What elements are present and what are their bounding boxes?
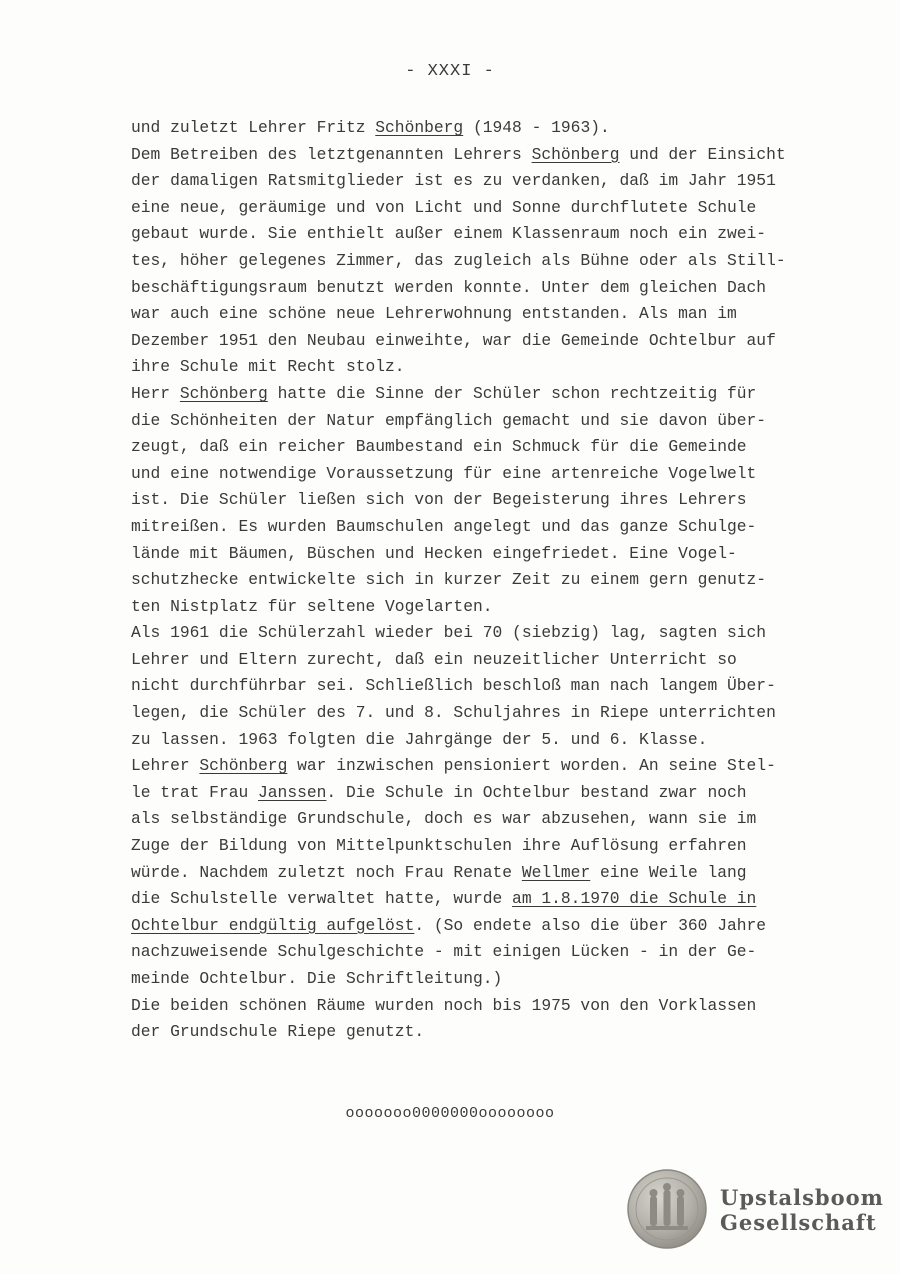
text-line: [131, 541, 851, 568]
text-segment: ten Nistplatz für seltene Vogelarten.: [131, 596, 493, 616]
text-segment: und der Einsicht: [619, 144, 786, 164]
text-line: [131, 806, 851, 833]
text-segment: . Die Schule in Ochtelbur bestand zwar noch: [326, 782, 747, 802]
text-segment: der damaligen Ratsmitglieder ist es zu verdanken, daß im Jahr 1951: [131, 171, 776, 191]
underlined-text: Schönberg: [199, 756, 288, 776]
text-line: [131, 461, 851, 488]
text-segment: ist. Die Schüler ließen sich von der Begeisterung ihres Lehrers: [131, 490, 747, 510]
brand-line-1: Upstalsboom: [720, 1185, 884, 1210]
text-segment: Die beiden schönen Räume wurden noch bis 1975 von den Vorklassen: [131, 995, 757, 1015]
text-segment: Zuge der Bildung von Mittelpunktschulen ihre Auflösung erfahren: [131, 836, 747, 856]
text-segment: Dezember 1951 den Neubau einweihte, war die Gemeinde Ochtelbur auf: [131, 330, 776, 350]
text-line: [131, 248, 851, 275]
text-segment: tes, höher gelegenes Zimmer, das zugleich als Bühne oder als Still-: [131, 250, 786, 270]
text-segment: zu lassen. 1963 folgten die Jahrgänge der 5. und 6. Klasse.: [131, 729, 708, 749]
footer-brand: [720, 1185, 884, 1235]
underlined-text: Schönberg: [179, 383, 268, 403]
text-line: [131, 886, 851, 913]
text-line: [131, 1019, 851, 1046]
text-line: [131, 993, 851, 1020]
text-line: [131, 727, 851, 754]
text-line: [131, 567, 851, 594]
text-segment: Herr: [131, 383, 180, 403]
body-text: [131, 115, 851, 1046]
text-line: [131, 700, 851, 727]
underlined-text: Janssen: [258, 782, 327, 802]
text-segment: und eine notwendige Voraussetzung für eine artenreiche Vogelwelt: [131, 463, 757, 483]
text-line: [131, 860, 851, 887]
text-segment: war auch eine schöne neue Lehrerwohnung entstanden. Als man im: [131, 304, 737, 324]
text-line: [131, 434, 851, 461]
text-line: [131, 913, 851, 940]
page-number: - XXXI -: [405, 62, 495, 81]
underlined-text: Wellmer: [521, 862, 591, 882]
underlined-text: am 1.8.1970 die Schule in: [512, 889, 757, 909]
text-line: [131, 487, 851, 514]
underlined-text: Schönberg: [531, 144, 620, 164]
text-line: [131, 647, 851, 674]
text-line: [131, 620, 851, 647]
text-line: [131, 275, 851, 302]
text-line: [131, 168, 851, 195]
text-line: [131, 195, 851, 222]
text-segment: die Schönheiten der Natur empfänglich gemacht und sie davon über-: [131, 410, 767, 430]
text-segment: meinde Ochtelbur. Die Schriftleitung.): [131, 969, 503, 988]
text-segment: mitreißen. Es wurden Baumschulen angelegt und das ganze Schulge-: [131, 516, 757, 536]
text-segment: eine Weile lang: [590, 862, 747, 882]
text-segment: le trat Frau: [131, 782, 259, 802]
text-line: [131, 833, 851, 860]
text-line: [131, 939, 851, 966]
text-segment: hatte die Sinne der Schüler schon rechtzeitig für: [267, 383, 757, 403]
underlined-text: Ochtelbur endgültig aufgelöst: [131, 915, 415, 935]
text-line: [131, 328, 851, 355]
text-segment: gebaut wurde. Sie enthielt außer einem Klassenraum noch ein zwei-: [131, 224, 767, 244]
text-segment: und zuletzt Lehrer Fritz: [131, 118, 376, 137]
brand-line-2: Gesellschaft: [720, 1210, 877, 1235]
text-segment: die Schulstelle verwaltet hatte, wurde: [131, 889, 513, 909]
text-segment: nicht durchführbar sei. Schließlich beschloß man nach langem Über-: [131, 676, 776, 696]
underlined-text: Schönberg: [375, 118, 464, 137]
text-line: [131, 966, 851, 993]
seal-icon-graphic: [626, 1168, 708, 1250]
text-segment: zeugt, daß ein reicher Baumbestand ein Schmuck für die Gemeinde: [131, 437, 747, 457]
section-separator: ooooooo0000000oooooooo: [345, 1105, 555, 1122]
text-line: [131, 753, 851, 780]
text-line: [131, 381, 851, 408]
text-segment: nachzuweisende Schulgeschichte - mit einigen Lücken - in der Ge-: [131, 942, 757, 962]
text-segment: Als 1961 die Schülerzahl wieder bei 70 (siebzig) lag, sagten sich: [131, 623, 767, 643]
text-line: [131, 221, 851, 248]
text-segment: würde. Nachdem zuletzt noch Frau Renate: [131, 862, 522, 882]
text-line: [131, 142, 851, 169]
text-segment: Lehrer und Eltern zurecht, daß ein neuzeitlicher Unterricht so: [131, 649, 737, 669]
text-line: [131, 354, 851, 381]
text-segment: . (So endete also die über 360 Jahre: [414, 915, 767, 935]
text-line: [131, 408, 851, 435]
text-segment: Dem Betreiben des letztgenannten Lehrers: [131, 144, 532, 164]
text-line: [131, 514, 851, 541]
text-segment: eine neue, geräumige und von Licht und Sonne durchflutete Schule: [131, 197, 757, 217]
text-segment: lände mit Bäumen, Büschen und Hecken eingefriedet. Eine Vogel-: [131, 543, 737, 563]
text-segment: legen, die Schüler des 7. und 8. Schuljahres in Riepe unterrichten: [131, 703, 776, 723]
text-segment: war inzwischen pensioniert worden. An seine Stel-: [287, 756, 776, 776]
text-line: [131, 780, 851, 807]
text-segment: ihre Schule mit Recht stolz.: [131, 357, 405, 377]
seal-icon: [626, 1168, 708, 1250]
text-segment: beschäftigungsraum benutzt werden konnte. Unter dem gleichen Dach: [131, 277, 767, 297]
text-segment: schutzhecke entwickelte sich in kurzer Zeit zu einem gern genutz-: [131, 570, 767, 590]
text-line: [131, 673, 851, 700]
text-segment: als selbständige Grundschule, doch es war abzusehen, wann sie im: [131, 809, 757, 829]
text-segment: Lehrer: [131, 756, 200, 776]
text-line: [131, 594, 851, 621]
text-segment: der Grundschule Riepe genutzt.: [131, 1022, 425, 1042]
text-segment: (1948 - 1963).: [463, 118, 610, 137]
text-line: [131, 301, 851, 328]
text-line: [131, 115, 851, 142]
